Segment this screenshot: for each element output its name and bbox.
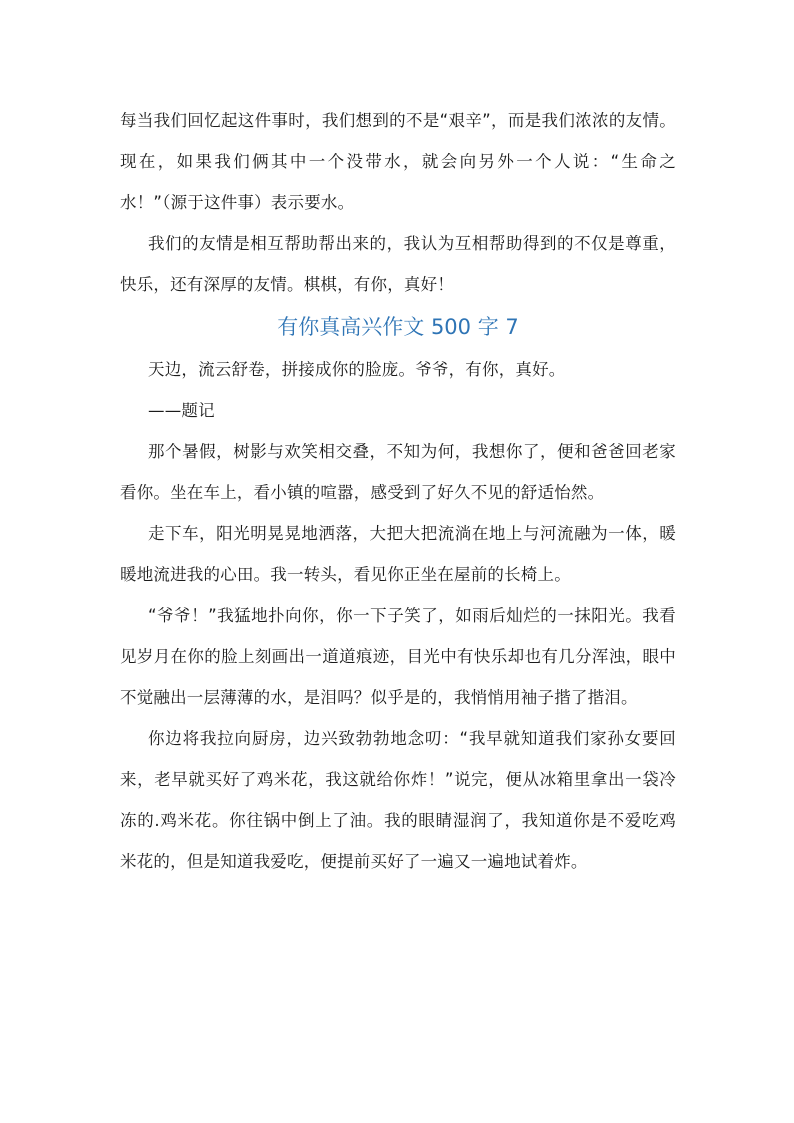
document-body <box>120 100 676 882</box>
paragraph-summer: 那个暑假，树影与欢笑相交叠，不知为何，我想你了，便和爸爸回老家看你。坐在车上，看小镇的喧嚣，感受到了好久不见的舒适怡然。 <box>120 442 676 502</box>
paragraph-epigraph-attribution: ——题记 <box>148 401 215 420</box>
section-title: 有你真高兴作文 500 字 7 <box>277 315 519 339</box>
paragraph-friendship: 我们的友情是相互帮助帮出来的，我认为互相帮助得到的不仅是尊重，快乐，还有深厚的友情。棋棋，有你，真好！ <box>120 234 676 294</box>
paragraph-reunion: “爷爷！”我猛地扑向你，你一下子笑了，如雨后灿烂的一抹阳光。我看见岁月在你的脸上刻画出一道道痕迹，目光中有快乐却也有几分浑浊，眼中不觉融出一层薄薄的水，是泪吗？似乎是的，我悄悄用袖子揩了揩泪。 <box>120 606 676 707</box>
paragraph-arrival: 走下车，阳光明晃晃地洒落，大把大把流淌在地上与河流融为一体，暖暖地流进我的心田。我一转头，看见你正坐在屋前的长椅上。 <box>120 524 676 584</box>
paragraph-memory: 每当我们回忆起这件事时，我们想到的不是“艰辛”，而是我们浓浓的友情。现在，如果我们俩其中一个没带水，就会向另外一个人说：“生命之水！”（源于这件事）表示要水。 <box>120 111 676 212</box>
paragraph-epigraph: 天边，流云舒卷，拼接成你的脸庞。爷爷，有你，真好。 <box>148 360 566 379</box>
paragraph-kitchen: 你边将我拉向厨房，边兴致勃勃地念叨：“我早就知道我们家孙女要回来，老早就买好了鸡米花，我这就给你炸！”说完，便从冰箱里拿出一袋冷冻的.鸡米花。你往锅中倒上了油。我的眼睛湿润了，我知道你是不爱吃鸡米花的，但是知道我爱吃，便提前买好了一遍又一遍地试着炸。 <box>120 729 676 871</box>
